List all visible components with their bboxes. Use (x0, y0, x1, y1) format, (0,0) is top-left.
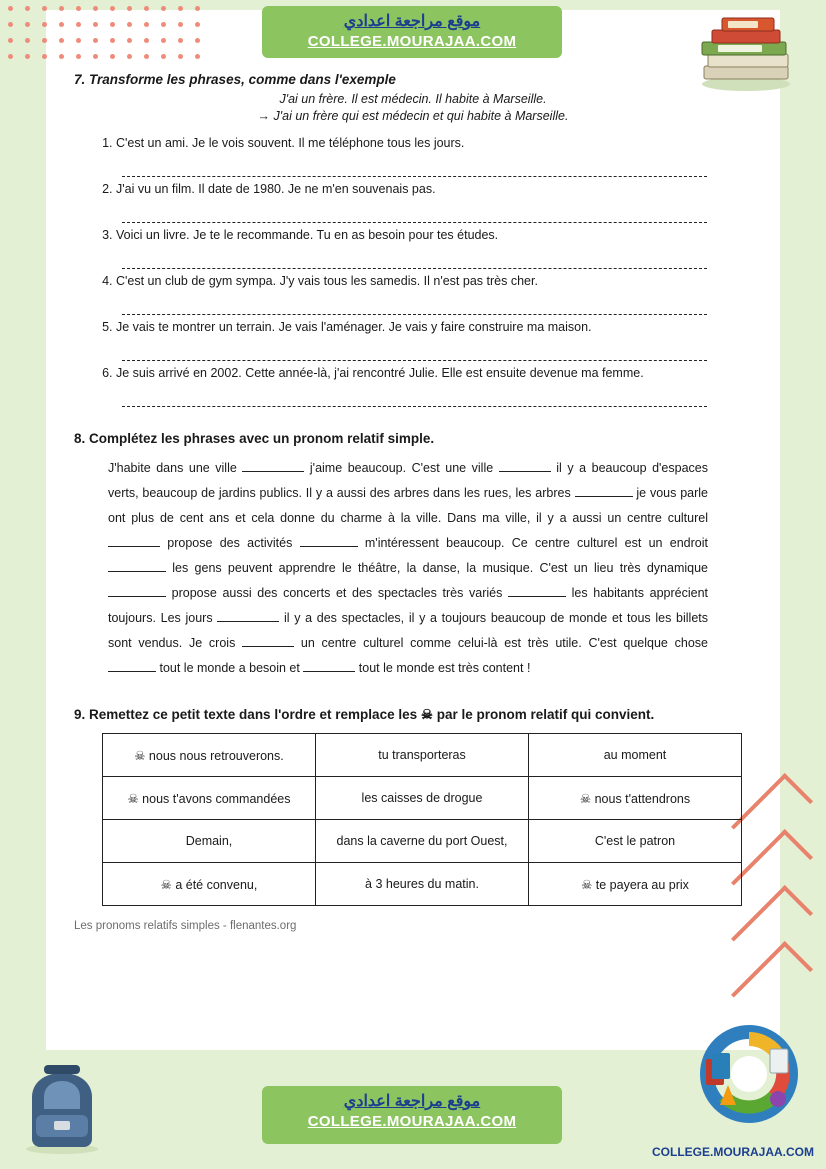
blank-field[interactable] (508, 596, 566, 597)
blank-field[interactable] (300, 546, 358, 547)
blank-field[interactable] (217, 621, 279, 622)
blank-field[interactable] (242, 471, 304, 472)
table-row (103, 820, 742, 863)
exercise-7-list (74, 135, 752, 407)
item-text: Je suis arrivé en 2002. Cette année-là, j'ai rencontré Julie. Elle est ensuite devenue ma femme. (116, 366, 644, 380)
table-row (103, 863, 742, 906)
text-part: je vous parle ont plus de cent ans et cela donne du charme à la ville. Dans ma ville, il y a aussi un centre culturel (108, 486, 708, 525)
blank-field[interactable] (575, 496, 633, 497)
table-cell[interactable]: ☠ te payera au prix (529, 863, 742, 906)
item-text: C'est un club de gym sympa. J'y vais tous les samedis. Il n'est pas très cher. (116, 274, 538, 288)
list-item (116, 365, 752, 407)
exercise-9-table (102, 733, 742, 906)
table-row (103, 734, 742, 777)
text-part: il y a beaucoup d'espaces verts, beaucoup de jardins publics. Il y a aussi des arbres dans les rues, les arbres (108, 461, 708, 500)
list-item (116, 319, 752, 361)
footer-site-banner (262, 1086, 562, 1144)
text-part: un centre culturel comme celui-là est très utile. C'est quelque chose (294, 636, 708, 650)
exercise-7-title: 7. Transforme les phrases, comme dans l'exemple (74, 72, 396, 87)
table-cell[interactable]: tu transporteras (316, 734, 529, 777)
table-cell[interactable]: Demain, (103, 820, 316, 863)
text-part: propose aussi des concerts et des spectacles très variés (166, 586, 508, 600)
text-part: tout le monde a besoin et (156, 661, 304, 675)
text-part: propose des activités (160, 536, 300, 550)
table-cell[interactable]: ☠ nous t'attendrons (529, 777, 742, 820)
answer-line[interactable] (122, 246, 707, 269)
exercise-9-title: 9. Remettez ce petit texte dans l'ordre et remplace les ☠ par le pronom relatif qui convient. (74, 707, 655, 722)
footer-arabic-title: موقع مراجعة اعدادي (343, 1093, 481, 1110)
header-site-banner (262, 6, 562, 58)
text-part: m'intéressent beaucoup. Ce centre culturel est un endroit (357, 536, 708, 550)
header-site-url: COLLEGE.MOURAJAA.COM (307, 33, 517, 50)
footer-site-url: COLLEGE.MOURAJAA.COM (307, 1113, 517, 1130)
blank-field[interactable] (242, 646, 294, 647)
item-text: Je vais te montrer un terrain. Je vais l'aménager. Je vais y faire construire ma maison. (116, 320, 592, 334)
blank-field[interactable] (108, 571, 166, 572)
worksheet-content (46, 10, 780, 1050)
header-arabic-title: موقع مراجعة اعدادي (343, 13, 481, 30)
text-part: il y a des spectacles, il y a toujours beaucoup de monde et tous les billets sont vendus. Je crois (108, 611, 708, 650)
item-text: Voici un livre. Je te le recommande. Tu en as besoin pour tes études. (116, 228, 499, 242)
table-cell[interactable]: C'est le patron (529, 820, 742, 863)
text-part: J'habite dans une ville (108, 461, 243, 475)
text-part: j'aime beaucoup. C'est une ville (304, 461, 499, 475)
source-credit: Les pronoms relatifs simples - flenantes.org (74, 920, 297, 932)
answer-line[interactable] (122, 338, 707, 361)
table-cell[interactable]: dans la caverne du port Ouest, (316, 820, 529, 863)
answer-line[interactable] (122, 384, 707, 407)
blank-field[interactable] (108, 596, 166, 597)
backpack-illustration (14, 1063, 110, 1155)
blank-field[interactable] (499, 471, 551, 472)
item-text: C'est un ami. Je le vois souvent. Il me téléphone tous les jours. (116, 136, 465, 150)
answer-line[interactable] (122, 200, 707, 223)
exercise-7-example (74, 91, 752, 125)
answer-line[interactable] (122, 292, 707, 315)
item-text: J'ai vu un film. Il date de 1980. Je ne m'en souvenais pas. (116, 182, 436, 196)
exercise-8-title: 8. Complétez les phrases avec un pronom relatif simple. (74, 431, 435, 446)
footer-url-small: COLLEGE.MOURAJAA.COM (652, 1145, 814, 1159)
table-cell[interactable]: ☠ nous nous retrouverons. (103, 734, 316, 777)
list-item (116, 273, 752, 315)
text-part: tout le monde est très content ! (355, 661, 531, 675)
table-row (103, 777, 742, 820)
exercise-8-paragraph (108, 456, 708, 681)
table-cell[interactable]: à 3 heures du matin. (316, 863, 529, 906)
example-line-1: J'ai un frère. Il est médecin. Il habite à Marseille. (279, 92, 547, 106)
list-item (116, 227, 752, 269)
list-item (116, 181, 752, 223)
table-cell[interactable]: les caisses de drogue (316, 777, 529, 820)
text-part: les gens peuvent apprendre le théâtre, la danse, la musique. C'est un lieu très dynamique (166, 561, 708, 575)
text-part: les habitants apprécient toujours. Les jours (108, 586, 708, 625)
answer-line[interactable] (122, 154, 707, 177)
table-cell[interactable]: au moment (529, 734, 742, 777)
list-item (116, 135, 752, 177)
blank-field[interactable] (303, 671, 355, 672)
table-cell[interactable]: ☠ a été convenu, (103, 863, 316, 906)
table-cell[interactable]: ☠ nous t'avons commandées (103, 777, 316, 820)
books-illustration (688, 14, 798, 92)
example-line-2: → J'ai un frère qui est médecin et qui habite à Marseille. (257, 109, 569, 123)
school-supplies-illustration (694, 1019, 804, 1129)
blank-field[interactable] (108, 546, 160, 547)
blank-field[interactable] (108, 671, 156, 672)
